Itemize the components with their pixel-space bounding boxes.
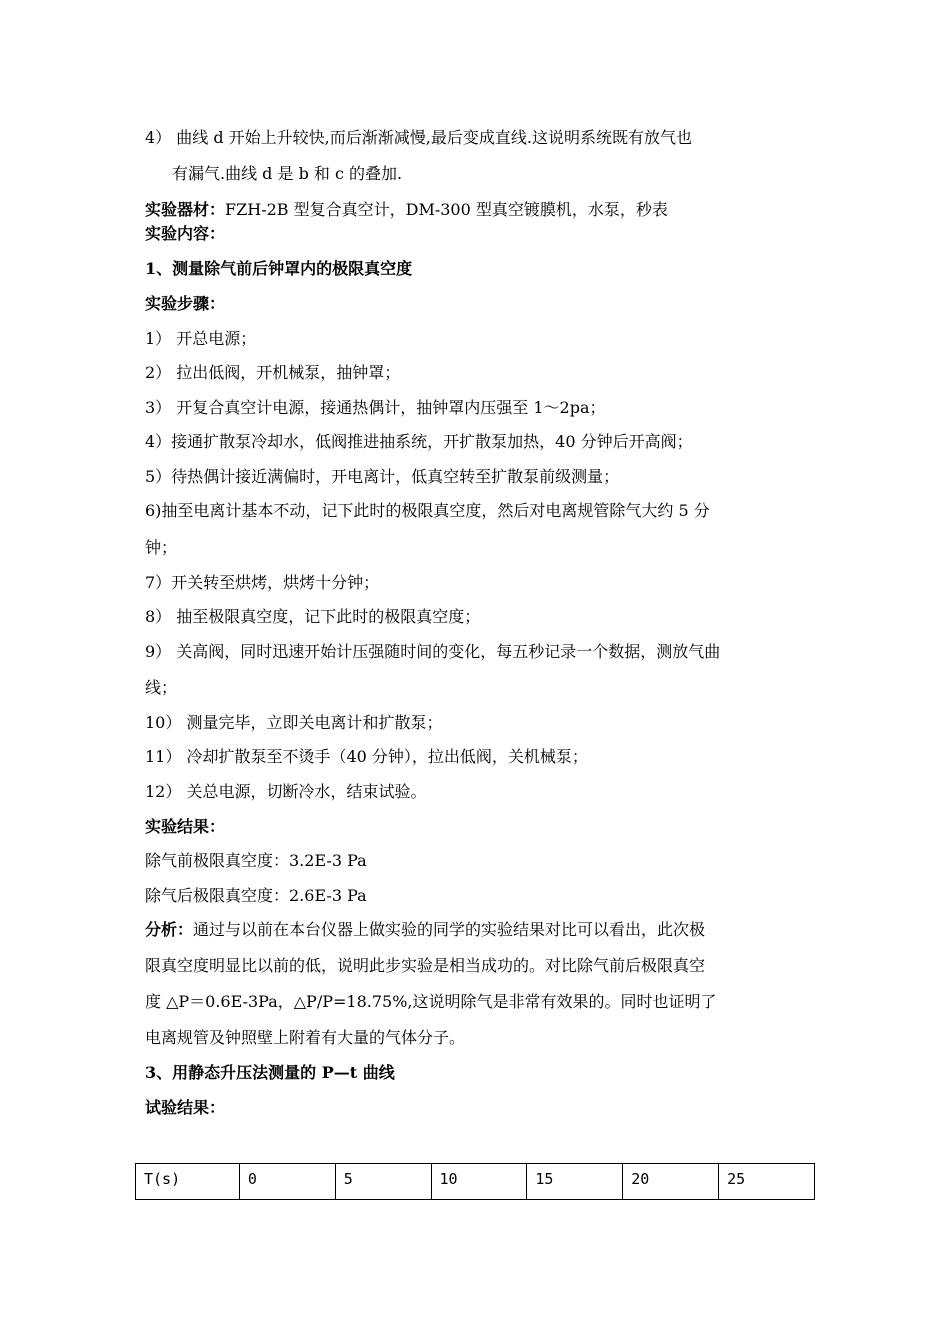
- table-cell: 15: [527, 1164, 623, 1200]
- step-8: 8） 抽至极限真空度，记下此时的极限真空度；: [145, 607, 481, 626]
- table-cell: 25: [719, 1164, 815, 1200]
- step-6-line2: 钟；: [145, 538, 178, 557]
- step-6-line1: 6)抽至电离计基本不动，记下此时的极限真空度，然后对电离规管除气大约 5 分: [145, 501, 710, 520]
- paragraph-curve-d-line2: 有漏气.曲线 d 是 b 和 c 的叠加.: [172, 164, 403, 183]
- step-10: 10） 测量完毕，立即关电离计和扩散泵；: [145, 713, 443, 732]
- analysis-line3: 度 △P＝0.6E-3Pa，△P/P=18.75%,这说明除气是非常有效果的。同时也证明了: [145, 992, 717, 1011]
- content-label: 实验内容：: [145, 224, 226, 243]
- step-1: 1） 开总电源；: [145, 329, 257, 348]
- results-label: 实验结果：: [145, 817, 226, 836]
- step-2: 2） 拉出低阀，开机械泵，抽钟罩；: [145, 363, 401, 382]
- equipment-label: 实验器材：: [145, 200, 226, 219]
- analysis-label: 分析：: [145, 920, 194, 939]
- analysis-line4: 电离规管及钟照壁上附着有大量的气体分子。: [145, 1028, 466, 1047]
- analysis-line2: 限真空度明显比以前的低，说明此步实验是相当成功的。对比除气前后极限真空: [145, 956, 706, 975]
- step-5: 5）待热偶计接近满偏时，开电离计，低真空转至扩散泵前级测量；: [145, 467, 620, 486]
- analysis-line1: [145, 919, 705, 941]
- equipment-text: FZH-2B 型复合真空计，DM-300 型真空镀膜机，水泵，秒表: [225, 200, 668, 219]
- step-11: 11） 冷却扩散泵至不烫手（40 分钟），拉出低阀，关机械泵；: [145, 747, 588, 766]
- table-cell: 20: [623, 1164, 719, 1200]
- result-before-degas: 除气前极限真空度：3.2E-3 Pa: [145, 851, 367, 870]
- step-9-line2: 线；: [145, 678, 178, 697]
- equipment-line: [145, 199, 668, 221]
- table-row: [136, 1164, 815, 1200]
- result-after-degas: 除气后极限真空度：2.6E-3 Pa: [145, 886, 367, 905]
- step-12: 12） 关总电源，切断冷水，结束试验。: [145, 782, 427, 801]
- steps-label: 实验步骤：: [145, 294, 226, 313]
- table-cell: T(s): [136, 1164, 240, 1200]
- table-cell: 0: [239, 1164, 335, 1200]
- step-3: 3） 开复合真空计电源，接通热偶计，抽钟罩内压强至 1～2pa；: [145, 398, 606, 417]
- table-cell: 5: [335, 1164, 431, 1200]
- step-9-line1: 9） 关高阀，同时迅速开始计压强随时间的变化，每五秒记录一个数据，测放气曲: [145, 642, 721, 661]
- paragraph-curve-d-line1: 4） 曲线 d 开始上升较快,而后渐渐减慢,最后变成直线.这说明系统既有放气也: [145, 128, 692, 147]
- section-1-heading: 1、测量除气前后钟罩内的极限真空度: [145, 259, 413, 278]
- test-results-label: 试验结果：: [145, 1098, 226, 1117]
- step-7: 7）开关转至烘烤，烘烤十分钟；: [145, 573, 380, 592]
- analysis-text-1: 通过与以前在本台仪器上做实验的同学的实验结果对比可以看出，此次极: [193, 920, 706, 939]
- table-cell: 10: [431, 1164, 527, 1200]
- step-4: 4）接通扩散泵冷却水，低阀推进抽系统，开扩散泵加热，40 分钟后开高阀；: [145, 432, 693, 451]
- section-3-heading: 3、用静态升压法测量的 P—t 曲线: [145, 1063, 395, 1082]
- pt-data-table: [135, 1163, 815, 1200]
